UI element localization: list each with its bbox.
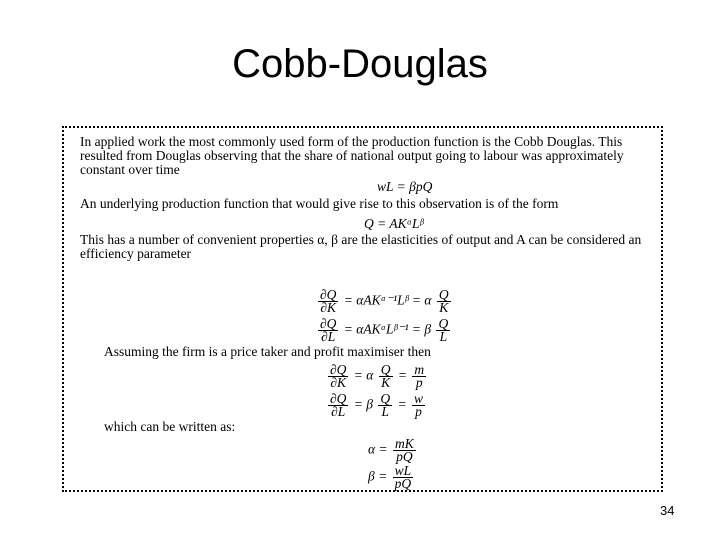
fraction-numerator: ∂Q	[320, 316, 337, 331]
fraction-denominator: ∂L	[331, 404, 346, 419]
content-box	[62, 126, 663, 492]
dq-dk-fraction	[328, 364, 348, 389]
mk-over-pq-fraction	[393, 438, 416, 463]
equals-sign: =	[397, 396, 407, 412]
fraction-numerator: ∂Q	[330, 391, 347, 406]
price-taker-paragraph: Assuming the firm is a price taker and profit maximiser then	[104, 344, 431, 359]
alpha-equation	[368, 438, 418, 463]
fraction-numerator: m	[414, 362, 425, 377]
page-number: 34	[660, 503, 675, 518]
fraction-denominator: K	[439, 300, 449, 315]
q-over-l-fraction	[378, 393, 392, 418]
beta-equation	[368, 465, 415, 490]
dq-dk-fraction	[318, 289, 338, 314]
fraction-numerator: ∂Q	[320, 287, 337, 302]
q-over-k-fraction	[379, 364, 393, 389]
first-order-condition-capital	[326, 364, 428, 389]
dq-dl-fraction	[328, 393, 348, 418]
production-function-paragraph: An underlying production function that would give rise to this observation is of the form	[80, 196, 559, 211]
fraction-numerator: ∂Q	[330, 362, 347, 377]
wl-over-pq-fraction	[393, 465, 414, 490]
fraction-numerator: Q	[438, 287, 449, 302]
w-over-p-fraction	[412, 393, 425, 418]
fraction-denominator: L	[381, 404, 390, 419]
fraction-denominator: pQ	[394, 476, 412, 491]
fraction-denominator: ∂K	[320, 300, 337, 315]
properties-paragraph: This has a number of convenient properties α, β are the elasticities of output and A can be considered an efficiency parameter	[80, 232, 642, 261]
m-over-p-fraction	[412, 364, 426, 389]
fraction-denominator: ∂L	[321, 329, 336, 344]
q-over-k-fraction	[437, 289, 451, 314]
first-order-condition-labour	[326, 393, 427, 418]
fraction-numerator: Q	[380, 391, 391, 406]
equation-middle: = α	[353, 367, 374, 383]
beta-lhs: β =	[368, 468, 388, 484]
fraction-denominator: L	[439, 329, 448, 344]
production-function-equation: Q = AKᵅLᵝ	[364, 216, 424, 231]
fraction-denominator: K	[381, 375, 391, 390]
fraction-denominator: p	[415, 375, 423, 390]
intro-paragraph: In applied work the most commonly used form of the production function is the Cobb Douglas. This resulted from Douglas observing that the share of national output going to labour was approximately constant over time	[80, 134, 624, 177]
marginal-product-labour-equation	[316, 318, 452, 343]
fraction-denominator: ∂K	[330, 375, 347, 390]
marginal-product-capital-equation	[316, 289, 453, 314]
equation-middle: = αAKᵅ⁻¹Lᵝ = α	[343, 292, 432, 308]
equation-middle: = αAKᵅLᵝ⁻¹ = β	[343, 321, 432, 337]
fraction-numerator: wL	[394, 463, 412, 478]
equation-middle: = β	[353, 396, 374, 412]
fraction-numerator: mK	[394, 436, 414, 451]
fraction-numerator: w	[414, 391, 424, 406]
fraction-numerator: Q	[380, 362, 391, 377]
written-as-paragraph: which can be written as:	[104, 419, 236, 434]
q-over-l-fraction	[436, 318, 450, 343]
fraction-denominator: pQ	[396, 449, 413, 464]
fraction-denominator: p	[415, 404, 422, 419]
labour-share-equation: wL = βpQ	[377, 179, 433, 194]
alpha-lhs: α =	[368, 441, 388, 457]
slide-title: Cobb-Douglas	[232, 42, 488, 86]
dq-dl-fraction	[318, 318, 338, 343]
fraction-numerator: Q	[438, 316, 449, 331]
equals-sign: =	[397, 367, 407, 383]
